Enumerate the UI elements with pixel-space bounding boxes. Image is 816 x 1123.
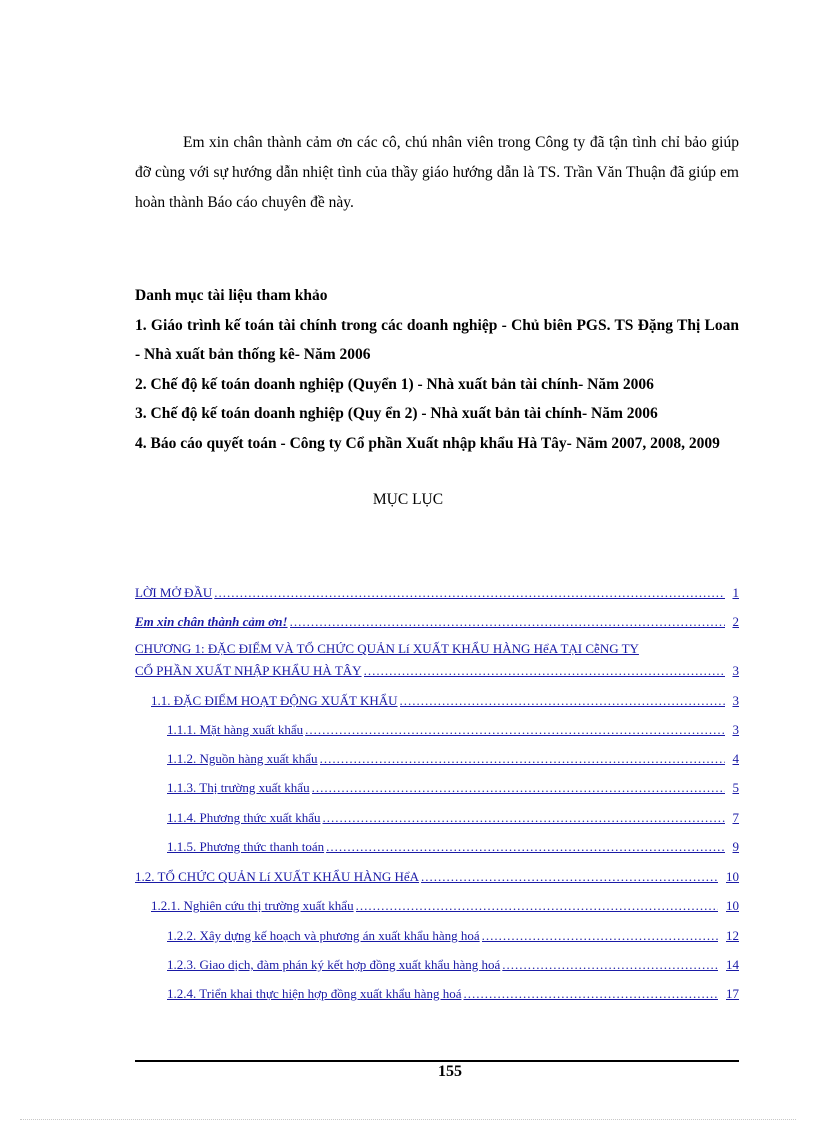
reference-item: 1. Giáo trình kế toán tài chính trong các doanh nghiệp - Chủ biên PGS. TS Đặng Thị Loan - Nhà xuất bản thống kê- Năm 2006 <box>135 316 739 363</box>
reference-item: 4. Báo cáo quyết toán - Công ty Cổ phần Xuất nhập khẩu Hà Tây- Năm 2007, 2008, 2009 <box>135 434 720 452</box>
toc-entry-page: 3 <box>732 663 739 678</box>
toc-entry-page: 12 <box>726 928 739 943</box>
toc-entry-chapter1[interactable] <box>135 662 739 680</box>
toc-entry-label: 1.1.2. Nguồn hàng xuất khẩu <box>167 751 318 766</box>
toc-entry-label: 1.1.5. Phương thức thanh toán <box>167 839 325 854</box>
toc-entry-label: 1.2.1. Nghiên cứu thị trường xuất khẩu <box>151 898 354 913</box>
toc-entry-page: 17 <box>726 986 739 1001</box>
toc-entry-page: 2 <box>732 614 739 629</box>
toc-entry-page: 3 <box>732 722 739 737</box>
references-section <box>135 281 739 458</box>
toc-title: MỤC LỤC <box>372 491 444 508</box>
toc-entry-label: 1.2.3. Giao dịch, đàm phán ký kết hợp đồng xuất khẩu hàng hoá <box>167 957 501 972</box>
page-edge-divider <box>20 1119 796 1120</box>
toc-entry-1-2-4[interactable] <box>167 985 739 1003</box>
reference-item: 3. Chế độ kế toán doanh nghiệp (Quy ển 2) - Nhà xuất bản tài chính- Năm 2006 <box>135 405 658 422</box>
footer-divider <box>135 1060 739 1062</box>
toc-entry-page: 5 <box>732 780 739 795</box>
reference-item: 2. Chế độ kế toán doanh nghiệp (Quyển 1) - Nhà xuất bản tài chính- Năm 2006 <box>135 375 654 393</box>
toc-entry-1-2-1[interactable] <box>151 897 739 915</box>
toc-entry-1-2-2[interactable] <box>167 927 739 945</box>
toc-entry-1-1-4[interactable] <box>167 809 739 827</box>
toc-entry-1-1-3[interactable] <box>167 779 739 797</box>
toc-entry-1-1-1[interactable] <box>167 721 739 739</box>
toc-entry-label: LỜI MỞ ĐẦU <box>135 585 213 600</box>
toc-entry-label: CỔ PHẦN XUẤT NHẬP KHẨU HÀ TÂY <box>135 663 362 678</box>
toc-entry-label: 1.1.1. Mặt hàng xuất khẩu <box>167 722 304 737</box>
toc-entry-label: 1.2.2. Xây dựng kế hoạch và phương án xuất khẩu hàng hoá <box>167 928 480 943</box>
toc-entry-page: 1 <box>732 585 739 600</box>
page-number: 155 <box>438 1063 462 1080</box>
toc-entry-label: 1.2. TỔ CHỨC QUẢN Lí XUẤT KHẨU HÀNG HểA <box>135 869 420 884</box>
toc-entry-1-2-3[interactable] <box>167 956 739 974</box>
toc-entry-page: 10 <box>726 869 739 884</box>
toc-entry-label: 1.1.3. Thị trường xuất khẩu <box>167 780 310 795</box>
toc-entry-1-1-2[interactable] <box>167 750 739 768</box>
toc-entry-page: 7 <box>732 810 739 825</box>
toc-entry-label: Em xin chân thành cảm ơn! <box>135 614 288 629</box>
toc-entry-label: 1.1. ĐẶC ĐIỂM HOẠT ĐỘNG XUẤT KHẨU <box>151 693 398 708</box>
toc-entry-label: 1.1.4. Phương thức xuất khẩu <box>167 810 321 825</box>
toc-entry-page: 3 <box>732 693 739 708</box>
toc-entry-thanks[interactable] <box>135 613 739 631</box>
acknowledgement-paragraph <box>135 128 739 218</box>
toc-entry-chapter1-line1[interactable]: CHƯƠNG 1: ĐẶC ĐIỂM VÀ TỔ CHỨC QUẢN Lí XUẤT KHẨU HÀNG HểA TẠI CễNG TY <box>135 641 639 656</box>
toc-entry-1-1-5[interactable] <box>167 838 739 856</box>
acknowledgement-text: Em xin chân thành cảm ơn các cô, chú nhân viên trong Công ty đã tận tình chỉ bảo giúp đỡ cùng với sự hướng dẫn nhiệt tình của thầy giáo hướng dẫn là TS. Trần Văn Thuận đã giúp em hoàn thành Báo cáo chuyên đề này. <box>135 134 739 211</box>
toc-entry-1-1[interactable] <box>151 692 739 710</box>
toc-entry-label: 1.2.4. Triển khai thực hiện hợp đồng xuất khẩu hàng hoá <box>167 986 462 1001</box>
toc-entry-page: 9 <box>732 839 739 854</box>
toc-entry-1-2[interactable] <box>135 868 739 886</box>
references-heading: Danh mục tài liệu tham khảo <box>135 287 328 304</box>
toc-entry-page: 10 <box>726 898 739 913</box>
toc-entry-page: 14 <box>726 957 739 972</box>
toc-entry-page: 4 <box>732 751 739 766</box>
toc-entry-intro[interactable] <box>135 584 739 602</box>
